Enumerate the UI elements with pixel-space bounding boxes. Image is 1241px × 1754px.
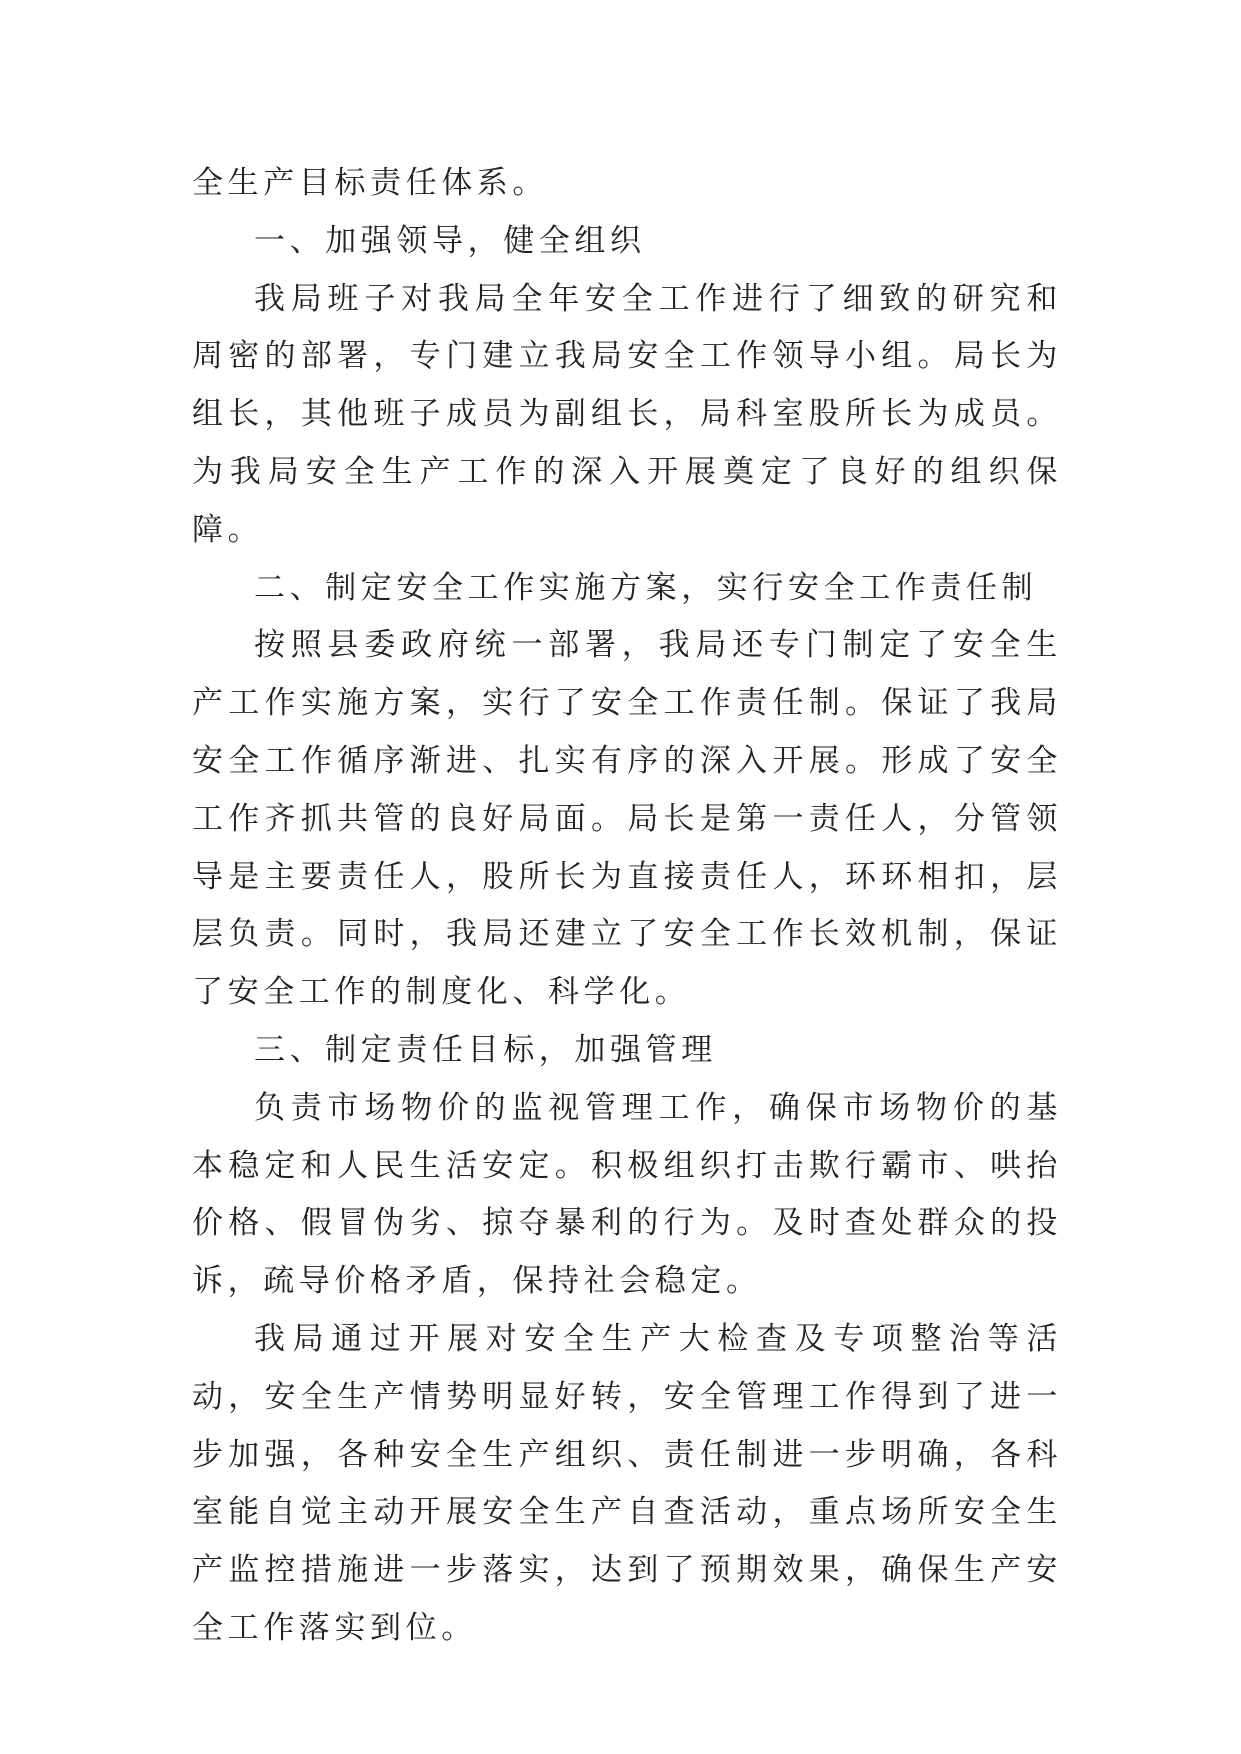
section-heading-2: 二、制定安全工作实施方案，实行安全工作责任制 [254, 569, 1038, 606]
paragraph-inspection-results: 我局通过开展对安全生产大检查及专项整治等活动，安全生产情势明显好转，安全管理工作得到了进一步加强，各种安全生产组织、责任制进一步明确，各科室能自觉主动开展安全生产自查活动，重点场所安全生产监控措施进一步落实，达到了预期效果，确保生产安全工作落实到位。 [192, 1320, 1062, 1646]
paragraph-leadership: 我局班子对我局全年安全工作进行了细致的研究和周密的部署，专门建立我局安全工作领导小组。局长为组长，其他班子成员为副组长，局科室股所长为成员。为我局安全生产工作的深入开展奠定了良好的组织保障。 [192, 280, 1062, 548]
section-heading-3: 三、制定责任目标，加强管理 [254, 1031, 717, 1068]
paragraph-responsibility-system: 按照县委政府统一部署，我局还专门制定了安全生产工作实施方案，实行了安全工作责任制。保证了我局安全工作循序渐进、扎实有序的深入开展。形成了安全工作齐抓共管的良好局面。局长是第一责任人，分管领导是主要责任人，股所长为直接责任人，环环相扣，层层负责。同时，我局还建立了安全工作长效机制，保证了安全工作的制度化、科学化。 [192, 627, 1062, 1011]
paragraph-price-supervision: 负责市场物价的监视管理工作，确保市场物价的基本稳定和人民生活安定。积极组织打击欺行霸市、哄抬价格、假冒伪劣、掠夺暴利的行为。及时查处群众的投诉，疏导价格矛盾，保持社会稳定。 [192, 1089, 1062, 1300]
section-heading-1: 一、加强领导，健全组织 [254, 222, 646, 259]
document-body [192, 155, 1062, 1658]
paragraph-continuation: 全生产目标责任体系。 [192, 165, 548, 201]
